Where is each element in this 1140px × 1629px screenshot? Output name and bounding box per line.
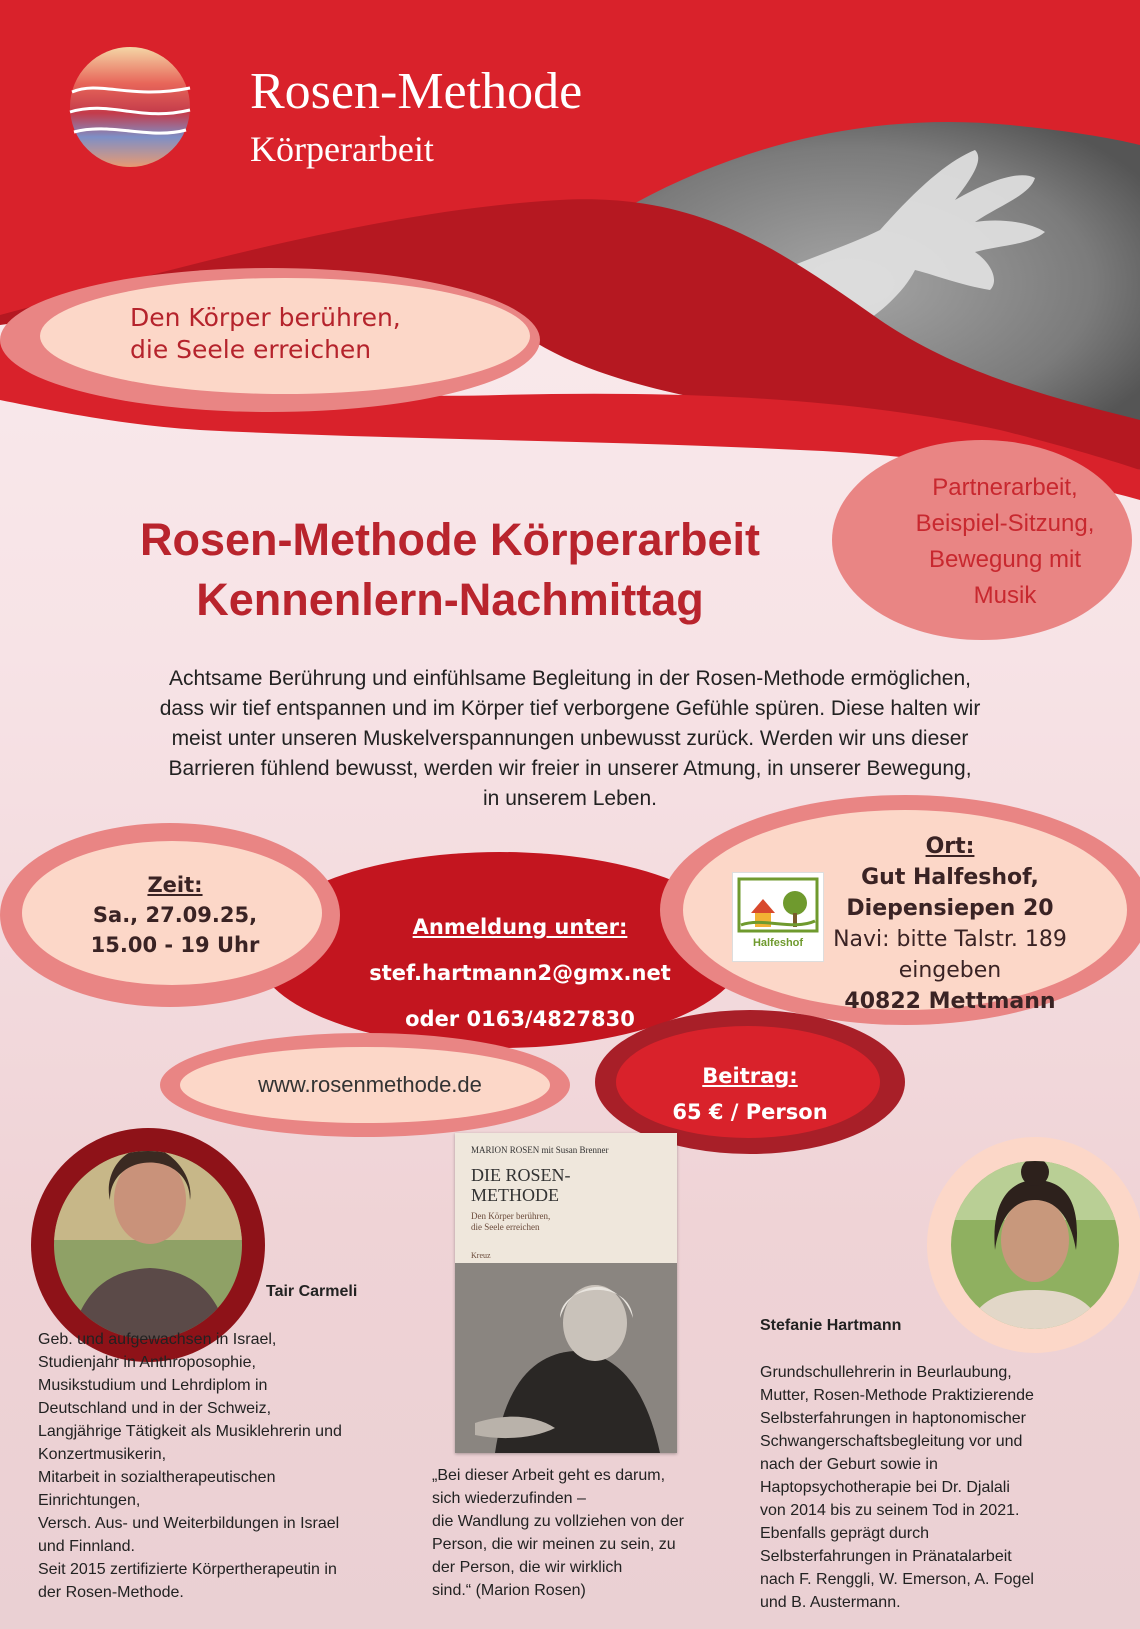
intro-line: Achtsame Berührung und einfühlsame Begleitung in der Rosen-Methode ermöglichen, [169, 667, 971, 690]
person1-name: Tair Carmeli [266, 1283, 358, 1300]
anmeldung-label: Anmeldung unter: [412, 915, 628, 939]
ort-city: 40822 Mettmann [844, 989, 1056, 1014]
zeit-info [40, 870, 310, 960]
feature-line: Musik [973, 582, 1037, 609]
anmeldung-phone: oder 0163/4827830 [405, 1007, 635, 1031]
bio-line: Einrichtungen, [38, 1492, 141, 1509]
features-text [880, 470, 1130, 614]
quote-line: Person, die wir meinen zu sein, zu [432, 1536, 676, 1553]
anmeldung-info [340, 904, 700, 1042]
book-photo [455, 1263, 677, 1453]
beitrag-price: 65 € / Person [672, 1100, 828, 1124]
marion-rosen-quote [432, 1464, 742, 1602]
bio-line: Langjährige Tätigkeit als Musiklehrerin und [38, 1423, 342, 1440]
intro-line: dass wir tief entspannen und im Körper tief verborgene Gefühle spüren. Diese halten wir [159, 697, 981, 720]
feature-line: Partnerarbeit, [932, 474, 1078, 501]
bio-line: der Rosen-Methode. [38, 1584, 184, 1601]
bio-line: von 2014 bis zu seinem Tod in 2021. [760, 1502, 1020, 1519]
zeit-label: Zeit: [147, 873, 203, 897]
bio-line: Ebenfalls geprägt durch [760, 1525, 929, 1542]
feature-line: Bewegung mit [928, 546, 1082, 573]
book-author: MARION ROSEN mit Susan Brenner [471, 1145, 609, 1155]
bio-line: Geb. und aufgewachsen in Israel, [38, 1331, 277, 1348]
intro-line: in unserem Leben. [483, 787, 657, 810]
headline [50, 510, 850, 630]
ort-name: Gut Halfeshof, [861, 865, 1039, 890]
bio-line: Deutschland und in der Schweiz, [38, 1400, 272, 1417]
quote-line: die Wandlung zu vollziehen von der [432, 1513, 685, 1530]
feature-line: Beispiel-Sitzung, [915, 510, 1095, 537]
person1-bio [38, 1328, 418, 1604]
brand-title: Rosen-Methode [250, 63, 583, 120]
book-subtitle [471, 1211, 550, 1233]
ort-navi: Navi: bitte Talstr. 189 [833, 927, 1067, 952]
ort-navi2: eingeben [898, 958, 1002, 983]
quote-line: sich wiederzufinden – [432, 1490, 586, 1507]
bio-line: und B. Austermann. [760, 1594, 901, 1611]
book-title-line: DIE ROSEN- [471, 1165, 571, 1185]
slogan-line: Den Körper berühren, [130, 303, 401, 332]
bio-line: Haptopsychotherapie bei Dr. Djalali [760, 1479, 1010, 1496]
anmeldung-email[interactable]: stef.hartmann2@gmx.net [369, 961, 671, 985]
bio-line: und Finnland. [38, 1538, 135, 1555]
intro-line: Barrieren fühlend bewusst, werden wir freier in unserer Atmung, in unserer Bewegung, [168, 757, 972, 780]
ort-street: Diepensiepen 20 [846, 896, 1054, 921]
logo-icon [70, 47, 190, 167]
brand-subtitle: Körperarbeit [250, 129, 434, 169]
bio-line: Schwangerschaftsbegleitung vor und [760, 1433, 1023, 1450]
person2-bio [760, 1361, 1110, 1614]
ort-label: Ort: [925, 834, 975, 859]
bio-line: Mutter, Rosen-Methode Praktizierende [760, 1387, 1034, 1404]
book-publisher: Kreuz [471, 1251, 491, 1260]
book-title [471, 1165, 571, 1205]
bio-line: Studienjahr in Anthroposophie, [38, 1354, 256, 1371]
bio-line: Selbsterfahrungen in haptonomischer [760, 1410, 1026, 1427]
slogan-line: die Seele erreichen [130, 335, 372, 364]
bio-line: nach der Geburt sowie in [760, 1456, 938, 1473]
beitrag-info [640, 1058, 860, 1130]
bio-line: nach F. Renggli, W. Emerson, A. Fogel [760, 1571, 1034, 1588]
zeit-time: 15.00 - 19 Uhr [90, 933, 260, 957]
zeit-date: Sa., 27.09.25, [92, 903, 258, 927]
halfeshof-label: Halfeshof [752, 937, 804, 949]
intro-line: meist unter unseren Muskelverspannungen unbewusst zurück. Werden wir uns dieser [171, 727, 969, 750]
book-subtitle-line: die Seele erreichen [471, 1222, 540, 1232]
quote-line: der Person, die wir wirklich [432, 1559, 623, 1576]
bio-line: Versch. Aus- und Weiterbildungen in Israel [38, 1515, 340, 1532]
quote-line: sind.“ (Marion Rosen) [432, 1582, 586, 1599]
quote-line: „Bei dieser Arbeit geht es darum, [432, 1467, 666, 1484]
ort-info [810, 831, 1090, 1017]
bio-line: Musikstudium und Lehrdiplom in [38, 1377, 268, 1394]
bio-line: Selbsterfahrungen in Pränatalarbeit [760, 1548, 1012, 1565]
bio-line: Seit 2015 zertifizierte Körpertherapeutin in [38, 1561, 337, 1578]
headline-line1: Rosen-Methode Körperarbeit [139, 514, 761, 565]
book-cover [455, 1133, 677, 1453]
book-title-line: METHODE [471, 1185, 559, 1205]
intro-text [60, 664, 1080, 814]
beitrag-label: Beitrag: [702, 1064, 798, 1088]
website-link[interactable]: www.rosenmethode.de [258, 1072, 482, 1097]
book-subtitle-line: Den Körper berühren, [471, 1211, 551, 1221]
headline-line2: Kennenlern-Nachmittag [196, 574, 704, 625]
bio-line: Konzertmusikerin, [38, 1446, 167, 1463]
bio-line: Mitarbeit in sozialtherapeutischen [38, 1469, 276, 1486]
person2-name: Stefanie Hartmann [760, 1317, 902, 1334]
slogan [130, 302, 460, 366]
bio-line: Grundschullehrerin in Beurlaubung, [760, 1364, 1012, 1381]
